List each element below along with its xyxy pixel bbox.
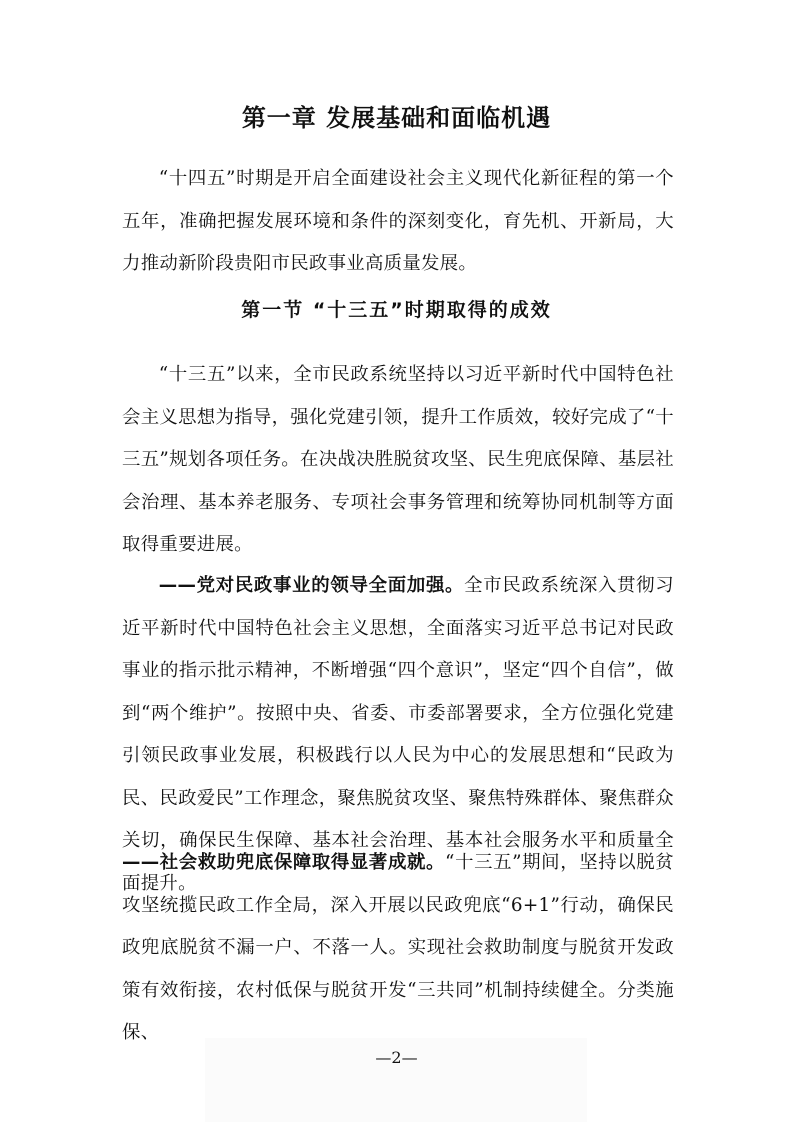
social-relief-heading: ——社会救助兜底保障取得显著成就。 (122, 852, 446, 873)
chapter-title: 第一章 发展基础和面临机遇 (241, 104, 552, 132)
party-leadership-text: 全市民政系统深入贯彻习近平新时代中国特色社会主义思想，全面落实习近平总书记对民政事业的指示批示精神，不断增强“四个意识”，坚定“四个自信”，做到“两个维护”。按照中央、省委、市委部署要求，全方位强化党建引领民政事业发展，积极践行以人民为中心的发展思想和“民政为民、民政爱民”工作理念，聚焦脱贫攻坚、聚焦特殊群体、聚焦群众关切，确保民生保障、基本社会治理、基本社会服务水平和质量全面提升。 (122, 575, 674, 894)
intro-paragraph: “十四五”时期是开启全面建设社会主义现代化新征程的第一个五年，准确把握发展环境和条件的深刻变化，育先机、开新局，大力推动新阶段贵阳市民政事业高质量发展。 (122, 168, 674, 274)
summary-paragraph: “十三五”以来，全市民政系统坚持以习近平新时代中国特色社会主义思想为指导，强化党建引领，提升工作质效，较好完成了“十三五”规划各项任务。在决战决胜脱贫攻坚、民生兜底保障、基层社会治理、基本养老服务、专项社会事务管理和统筹协同机制等方面取得重要进展。 (122, 364, 674, 555)
page-number: —2— (375, 1048, 418, 1067)
social-relief-paragraph (122, 842, 674, 1055)
party-leadership-heading: ——党对民政事业的领导全面加强。 (158, 575, 465, 596)
social-relief-text: “十三五”期间，坚持以脱贫攻坚统揽民政工作全局，深入开展以民政兜底“6+1”行动，确保民政兜底脱贫不漏一户、不落一人。实现社会救助制度与脱贫开发政策有效衔接，农村低保与脱贫开发“三共同”机制持续健全。分类施保、 (122, 852, 674, 1043)
section-title: 第一节 “十三五”时期取得的成效 (241, 299, 552, 321)
